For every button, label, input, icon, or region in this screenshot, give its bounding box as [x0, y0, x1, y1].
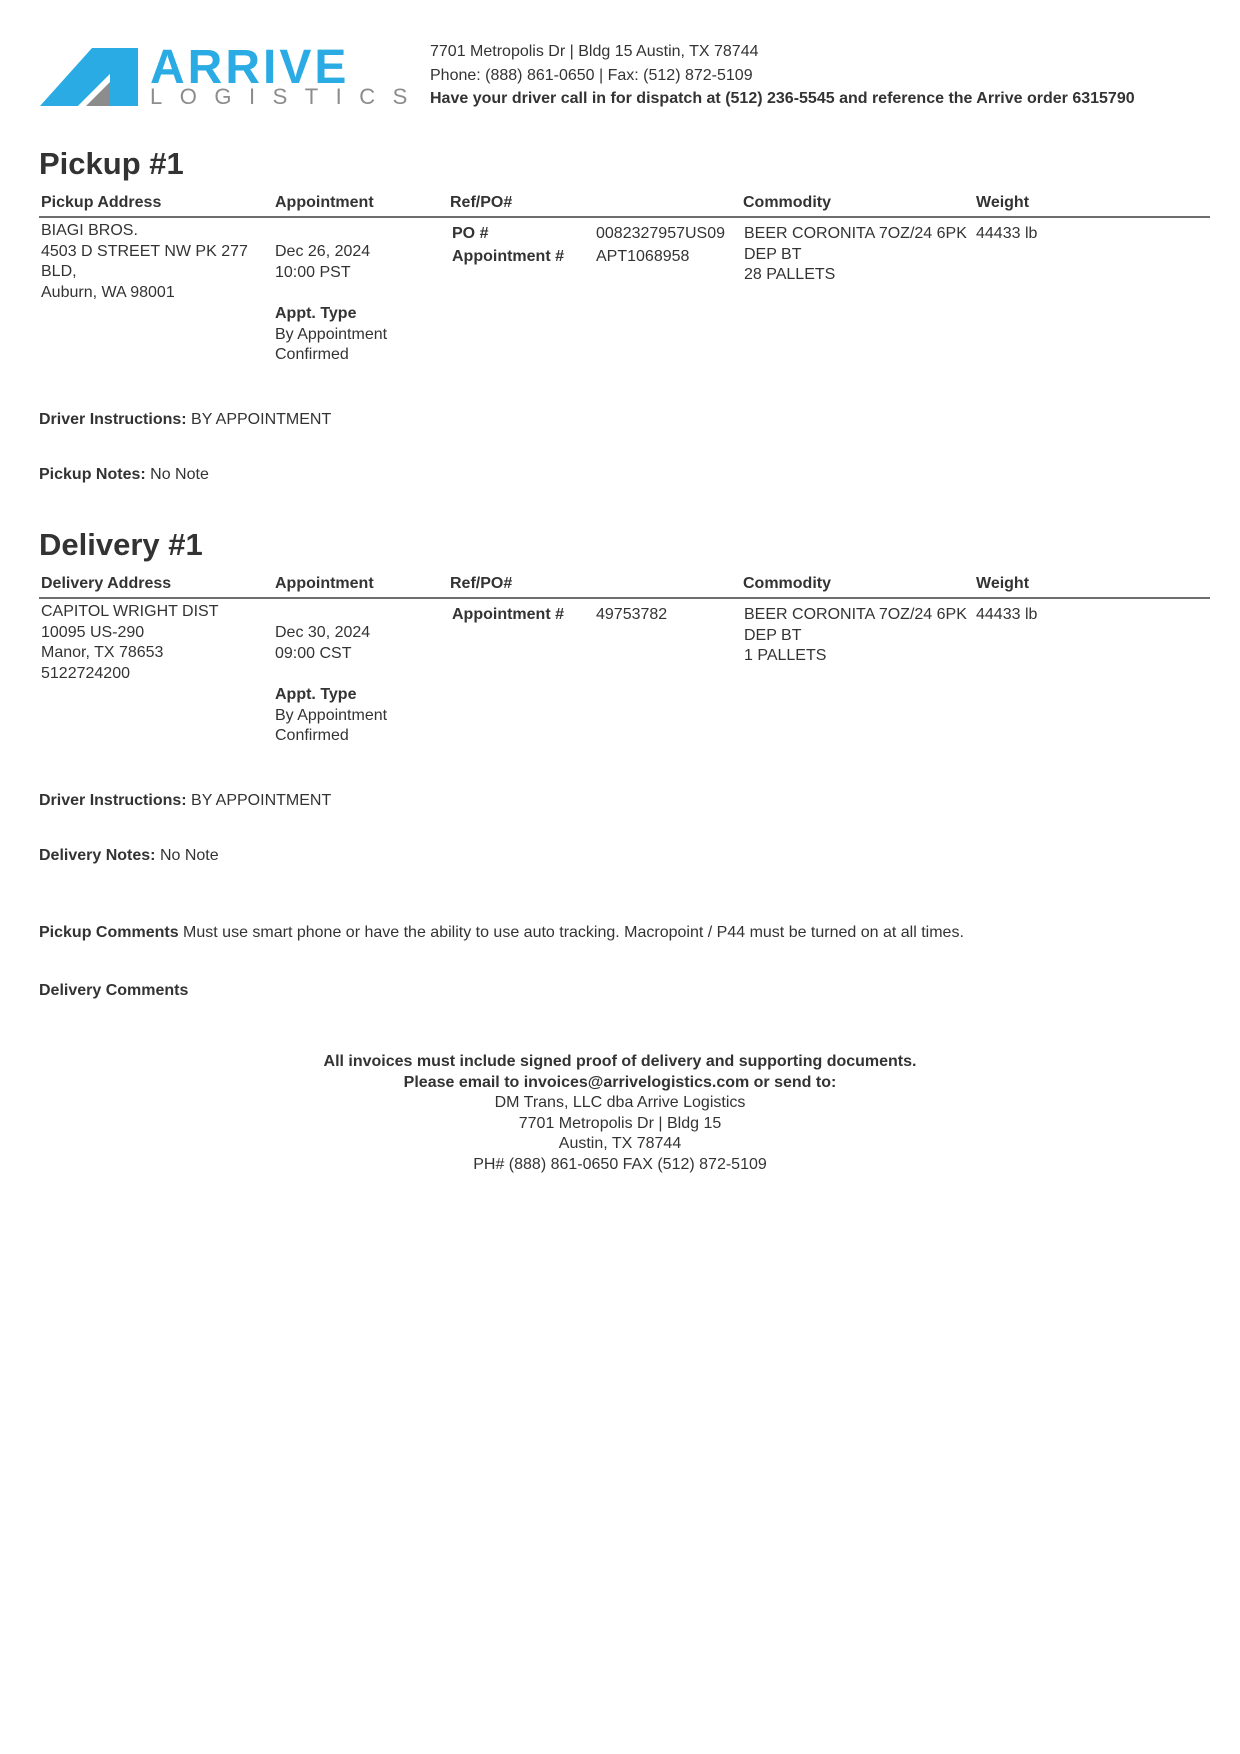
arrive-logo	[40, 41, 425, 110]
delivery-commodity-line: DEP BT	[744, 626, 802, 644]
footer-company-name: DM Trans, LLC dba Arrive Logistics	[494, 1094, 746, 1112]
delivery-address-line: Manor, TX 78653	[41, 644, 164, 661]
logo-primary-text: ARRIVE	[150, 41, 350, 94]
invoice-footer	[0, 1052, 1240, 1176]
pickup-col-commodity: Commodity	[743, 194, 831, 211]
delivery-col-weight: Weight	[976, 575, 1030, 592]
pickup-notes-value: No Note	[150, 466, 209, 483]
delivery-header-rule	[39, 597, 1210, 599]
company-phone: Phone: (888) 861-0650 | Fax: (512) 872-5109	[430, 67, 753, 84]
pickup-commodity	[744, 224, 967, 286]
delivery-commodity-line: 1 PALLETS	[744, 647, 827, 664]
pickup-appointment	[275, 242, 387, 366]
delivery-appt-status: Confirmed	[275, 727, 349, 744]
pickup-col-address: Pickup Address	[41, 194, 162, 211]
pickup-address-line: BLD,	[41, 263, 77, 280]
pickup-address-line: Auburn, WA 98001	[41, 283, 175, 301]
pickup-notes-label: Pickup Notes:	[39, 466, 146, 483]
delivery-driver-instructions-label: Driver Instructions:	[39, 792, 187, 809]
pickup-ref-value: 0082327957US09	[596, 225, 726, 242]
delivery-appt-type: By Appointment	[275, 706, 388, 724]
delivery-address-line: CAPITOL WRIGHT DIST	[41, 603, 219, 620]
pickup-address	[41, 221, 248, 303]
delivery-appt-date: Dec 30, 2024	[275, 624, 371, 641]
pickup-weight: 44433 lb	[976, 225, 1038, 242]
footer-street: 7701 Metropolis Dr | Bldg 15	[518, 1114, 722, 1132]
delivery-notes	[39, 847, 219, 865]
pickup-commodity-line: BEER CORONITA 7OZ/24 6PK	[744, 225, 967, 242]
pickup-comments	[39, 924, 964, 942]
company-address: 7701 Metropolis Dr | Bldg 15 Austin, TX 78744	[430, 43, 759, 60]
pickup-appt-date: Dec 26, 2024	[275, 243, 371, 260]
footer-phone-fax: PH# (888) 861-0650 FAX (512) 872-5109	[473, 1155, 767, 1173]
pickup-commodity-line: DEP BT	[744, 245, 802, 263]
pickup-comments-text: Must use smart phone or have the ability to use auto tracking. Macropoint / P44 must be turned on at all times.	[183, 924, 964, 941]
delivery-address	[41, 602, 219, 684]
delivery-ref-label: Appointment #	[452, 606, 564, 623]
delivery-appt-type-label: Appt. Type	[275, 686, 357, 703]
footer-city: Austin, TX 78744	[558, 1135, 682, 1153]
delivery-col-address: Delivery Address	[41, 575, 172, 592]
footer-email-instruction: Please email to invoices@arrivelogistics.com or send to:	[403, 1073, 837, 1091]
pickup-notes	[39, 466, 209, 484]
delivery-commodity-line: BEER CORONITA 7OZ/24 6PK	[744, 606, 967, 623]
dispatch-instructions: Have your driver call in for dispatch at (512) 236-5545 and reference the Arrive order 6315790	[430, 90, 1135, 107]
pickup-ref-value: APT1068958	[596, 248, 690, 265]
pickup-appt-type: By Appointment	[275, 325, 388, 343]
pickup-col-ref: Ref/PO#	[450, 194, 513, 211]
delivery-notes-value: No Note	[159, 847, 219, 864]
pickup-commodity-line: 28 PALLETS	[744, 266, 836, 283]
delivery-ref-value: 49753782	[596, 606, 668, 623]
pickup-col-appointment: Appointment	[275, 194, 374, 211]
delivery-driver-instructions-value: BY APPOINTMENT	[191, 792, 332, 809]
pickup-title: Pickup #1	[39, 146, 184, 181]
delivery-col-ref: Ref/PO#	[450, 575, 513, 592]
pickup-address-line: 4503 D STREET NW PK 277	[41, 242, 248, 260]
pickup-driver-instructions	[39, 411, 331, 429]
pickup-ref-label: PO #	[452, 225, 489, 242]
delivery-comments-label: Delivery Comments	[39, 982, 189, 999]
pickup-appt-status: Confirmed	[275, 346, 349, 363]
pickup-driver-instructions-value: BY APPOINTMENT	[191, 411, 332, 428]
delivery-driver-instructions	[39, 792, 331, 810]
pickup-address-line: BIAGI BROS.	[41, 222, 138, 239]
delivery-address-line: 5122724200	[41, 664, 130, 682]
pickup-col-weight: Weight	[976, 194, 1030, 211]
pickup-comments-label: Pickup Comments	[39, 924, 179, 941]
delivery-notes-label: Delivery Notes:	[39, 847, 156, 864]
pickup-header-rule	[39, 216, 1210, 218]
delivery-title: Delivery #1	[39, 527, 203, 562]
delivery-commodity	[744, 605, 967, 667]
delivery-weight: 44433 lb	[976, 606, 1038, 623]
delivery-address-line: 10095 US-290	[41, 623, 145, 641]
pickup-appt-time: 10:00 PST	[275, 263, 351, 281]
logo-secondary-text: LOGISTICS	[150, 84, 425, 109]
pickup-driver-instructions-label: Driver Instructions:	[39, 411, 187, 428]
delivery-appointment	[275, 623, 387, 747]
delivery-col-appointment: Appointment	[275, 575, 374, 592]
pickup-ref-label: Appointment #	[452, 248, 564, 265]
pickup-appt-type-label: Appt. Type	[275, 305, 357, 322]
delivery-appt-time: 09:00 CST	[275, 644, 352, 662]
delivery-col-commodity: Commodity	[743, 575, 831, 592]
footer-invoice-requirement: All invoices must include signed proof of delivery and supporting documents.	[323, 1053, 917, 1070]
